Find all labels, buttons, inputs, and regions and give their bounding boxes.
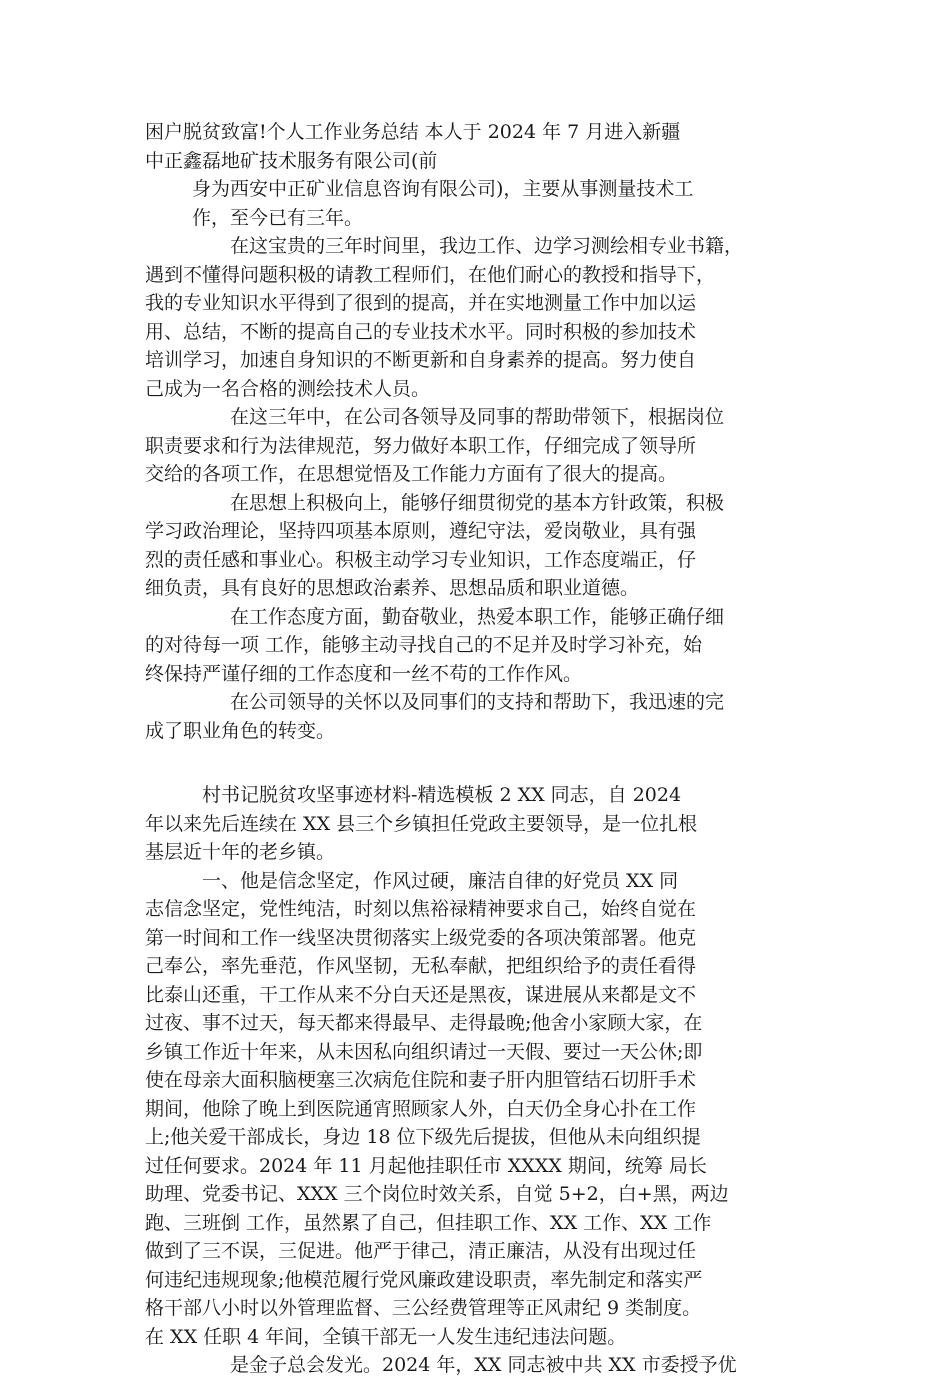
paragraph-start: 在工作态度方面，勤奋敬业，热爱本职工作，能够正确仔细: [230, 605, 725, 628]
text-line: 我的专业知识水平得到了很到的提高，并在实地测量工作中加以运: [145, 292, 697, 314]
text-line: 做到了三不误，三促进。他严于律己，清正廉洁，从没有出现过任: [145, 1240, 697, 1262]
text-line: 期间，他除了晚上到医院通宵照顾家人外，白天仍全身心扑在工作: [145, 1097, 697, 1120]
paragraph-start: 是金子总会发光。2024 年，XX 同志被中共 XX 市委授予优: [230, 1354, 737, 1376]
text-line: 困户脱贫致富!个人工作业务总结 本人于 2024 年 7 月进入新疆: [145, 121, 681, 143]
text-line: 职责要求和行为法律规范，努力做好本职工作，仔细完成了领导所: [145, 434, 697, 457]
text-line: 细负责，具有良好的思想政治素养、思想品质和职业道德。: [145, 577, 640, 599]
section-heading-line: 村书记脱贫攻坚事迹材料-精选模板 2 XX 同志，自 2024: [202, 784, 682, 806]
text-line: 乡镇工作近十年来，从未因私向组织请过一天假、要过一天公休;即: [145, 1040, 703, 1063]
document-page: [145, 118, 805, 1380]
paragraph-start: 一、他是信念坚定，作风过硬，廉洁自律的好党员 XX 同: [202, 869, 679, 892]
text-line: 学习政治理论，坚持四项基本原则，遵纪守法，爱岗敬业，具有强: [145, 520, 697, 542]
text-line: 遇到不懂得问题积极的请教工程师们，在他们耐心的教授和指导下，: [145, 263, 716, 286]
text-line: 培训学习，加速自身知识的不断更新和自身素养的提高。努力使自: [145, 349, 697, 371]
text-line: 的对待每一项 工作，能够主动寻找自己的不足并及时学习补充，始: [145, 634, 703, 656]
text-line: 作，至今已有三年。: [192, 206, 364, 229]
text-line: 基层近十年的老乡镇。: [145, 841, 336, 863]
paragraph-start: 在这三年中，在公司各领导及同事的帮助带领下，根据岗位: [230, 406, 725, 428]
text-line: 助理、党委书记、XXX 三个岗位时效关系，自觉 5+2，白+黑，两边: [145, 1183, 729, 1205]
text-line: 中正鑫磊地矿技术服务有限公司(前: [145, 149, 438, 172]
text-line: 用、总结，不断的提高自己的专业技术水平。同时积极的参加技术: [145, 320, 697, 343]
text-line: 年以来先后连续在 XX 县三个乡镇担任党政主要领导，是一位扎根: [145, 812, 698, 835]
text-line: 志信念坚定，党性纯洁，时刻以焦裕禄精神要求自己，始终自觉在: [145, 898, 697, 920]
paragraph-start: 在这宝贵的三年时间里，我边工作、边学习测绘相专业书籍，: [230, 235, 744, 257]
text-line: 成了职业角色的转变。: [145, 719, 336, 742]
text-line: 终保持严谨仔细的工作态度和一丝不苟的工作作风。: [145, 662, 583, 685]
text-line: 己奉公，率先垂范，作风坚韧，无私奉献，把组织给予的责任看得: [145, 955, 697, 977]
text-line: 上;他关爱干部成长，身边 18 位下级先后提拔，但他从未向组织提: [145, 1126, 701, 1148]
paragraph-gap: [145, 745, 805, 781]
text-line: 第一时间和工作一线坚决贯彻落实上级党委的各项决策部署。他克: [145, 926, 697, 949]
text-line: 何违纪违规现象;他模范履行党风廉政建设职责，率先制定和落实严: [145, 1268, 703, 1291]
text-line: 烈的责任感和事业心。积极主动学习专业知识，工作态度端正，仔: [145, 548, 697, 571]
text-line: 跑、三班倒 工作，虽然累了自己，但挂职工作、XX 工作、XX 工作: [145, 1211, 712, 1234]
text-line: 在 XX 任职 4 年间，全镇干部无一人发生违纪违法问题。: [145, 1325, 627, 1348]
text-line: 格干部八小时以外管理监督、三公经费管理等正风肃纪 9 类制度。: [145, 1297, 702, 1319]
text-line: 己成为一名合格的测绘技术人员。: [145, 377, 431, 400]
text-line: 使在母亲大面积脑梗塞三次病危住院和妻子肝内胆管结石切肝手术: [145, 1069, 697, 1091]
text-line: 交给的各项工作，在思想觉悟及工作能力方面有了很大的提高。: [145, 463, 678, 485]
text-line: 过任何要求。2024 年 11 月起他挂职任市 XXXX 期间，统筹 局长: [145, 1154, 707, 1177]
text-line: 过夜、事不过天，每天都来得最早、走得最晚;他舍小家顾大家，在: [145, 1012, 703, 1034]
paragraph-start: 在公司领导的关怀以及同事们的支持和帮助下，我迅速的完: [230, 691, 725, 713]
text-line: 身为西安中正矿业信息咨询有限公司)，主要从事测量技术工: [192, 178, 694, 200]
text-line: 比泰山还重，干工作从来不分白天还是黑夜，谋进展从来都是文不: [145, 983, 697, 1006]
paragraph-start: 在思想上积极向上，能够仔细贯彻党的基本方针政策，积极: [230, 491, 725, 514]
